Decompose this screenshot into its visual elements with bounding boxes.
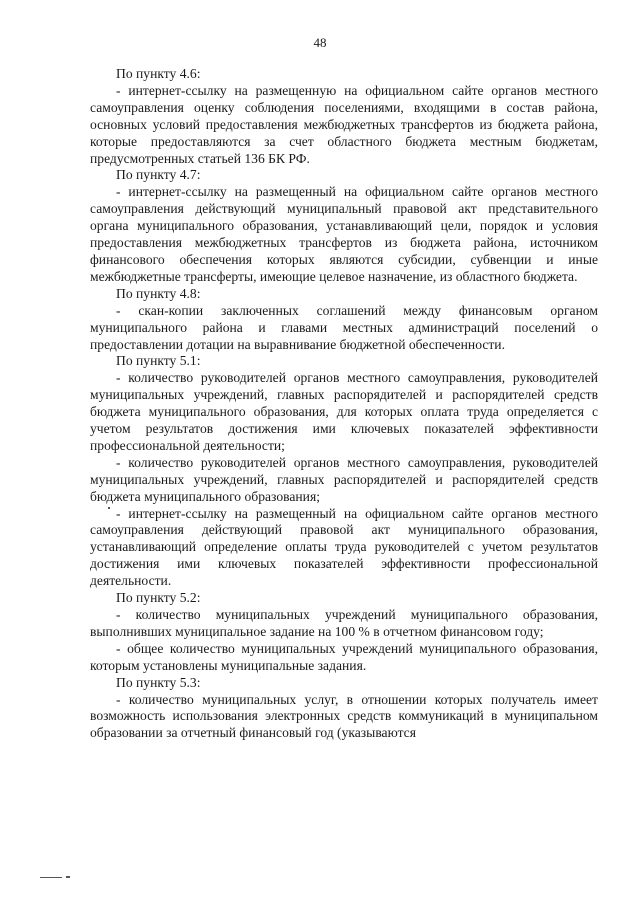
page-number: 48	[313, 35, 327, 50]
scan-artifact	[108, 507, 110, 509]
paragraph: - интернет-ссылку на размещенную на официальном сайте органов местного самоуправления оценку соблюдения поселениями, входящими в состав района, основных условий предоставления межбюджетных трансфертов из бюджета района, которые предоставляются за счет областного бюджета местным бюджетам, предусмотренных статьей 136 БК РФ.	[90, 82, 598, 166]
paragraph: - общее количество муниципальных учреждений муниципального образования, которым установлены муниципальные задания.	[90, 640, 598, 673]
document-body	[90, 66, 598, 742]
paragraph: - интернет-ссылку на размещенный на официальном сайте органов местного самоуправления действующий муниципальный правовой акт представительного органа муниципального образования, устанавливающий цели, порядок и условия предоставления межбюджетных трансфертов из бюджета района, источником финансового обеспечения которых являются субсидии, субвенции и иные межбюджетные трансферты, имеющие целевое назначение, из областного бюджета.	[90, 184, 598, 284]
paragraph: - количество муниципальных учреждений муниципального образования, выполнивших муниципальное задание на 100 % в отчетном финансовом году;	[90, 607, 598, 639]
section-heading: По пункту 4.6:	[116, 66, 201, 81]
section-heading: По пункту 5.2:	[116, 590, 201, 606]
scan-artifact	[40, 877, 62, 878]
section-heading: По пункту 4.7:	[116, 167, 201, 183]
scan-artifact	[66, 876, 70, 878]
paragraph: - интернет-ссылку на размещенный на официальном сайте органов местного самоуправления действующий правовой акт муниципального образования, устанавливающий определение оплаты труда руководителей с учетом результатов достижения ими ключевых показателей эффективности профессиональной деятельности.	[90, 505, 598, 589]
paragraph: - скан-копии заключенных соглашений между финансовым органом муниципального района и главами местных администраций поселений о предоставлении дотации на выравнивание бюджетной обеспеченности.	[90, 302, 598, 352]
paragraph: - количество руководителей органов местного самоуправления, руководителей муниципальных учреждений, главных распорядителей и распорядителей средств бюджета муниципального образования;	[90, 454, 598, 504]
section-heading: По пункту 4.8:	[116, 285, 201, 301]
section-heading: По пункту 5.3:	[116, 674, 201, 690]
paragraph: - количество руководителей органов местного самоуправления, руководителей муниципальных учреждений, главных распорядителей и распорядителей средств бюджета муниципального образования, для которых оплата труда определяется с учетом результатов достижения ими ключевых показателей эффективности профессиональной деятельности;	[90, 370, 598, 453]
section-heading: По пункту 5.1:	[116, 353, 201, 369]
paragraph: - количество муниципальных услуг, в отношении которых получатель имеет возможность использования электронных средств коммуникаций в муниципальном образовании за отчетный финансовый год (указываются	[90, 691, 598, 741]
